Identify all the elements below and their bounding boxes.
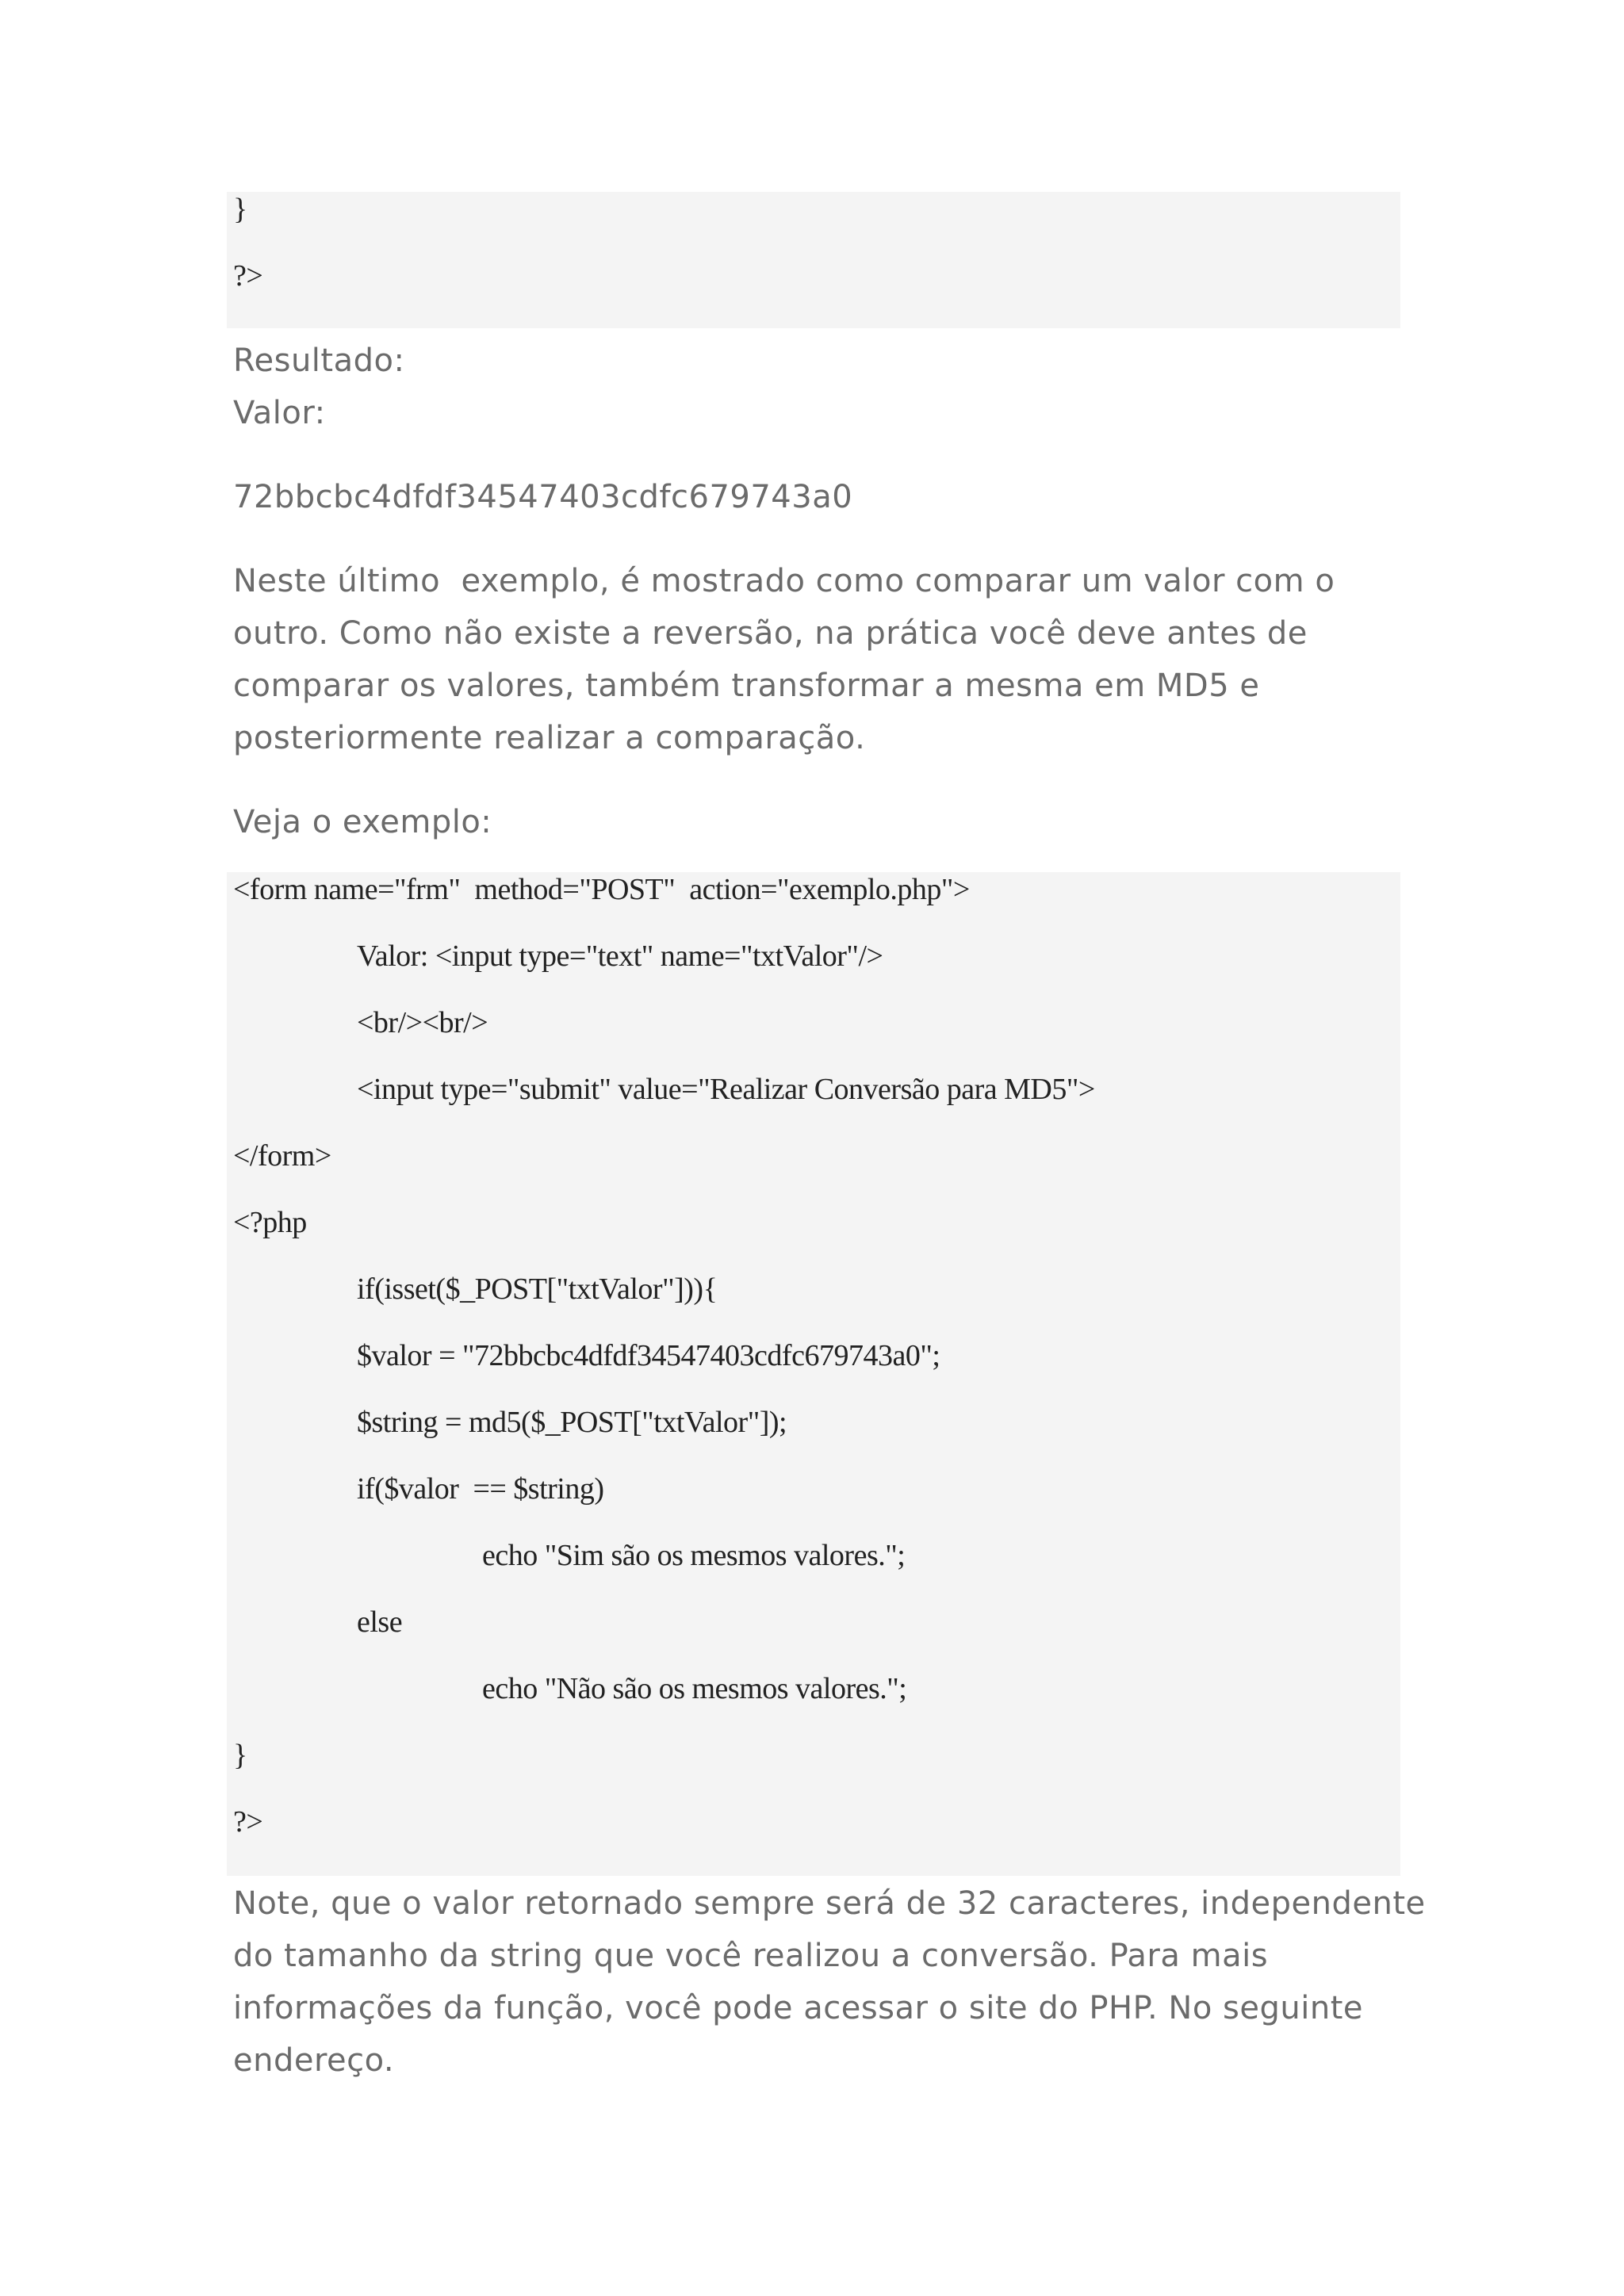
paragraph-line: outro. Como não existe a reversão, na prática você deve antes de [233,615,1308,652]
code-line: else [357,1605,403,1639]
code-line: $valor = "72bbcbc4dfdf34547403cdfc679743a0"; [357,1339,940,1372]
code-line: ?> [233,259,263,293]
paragraph-line: endereço. [233,2042,395,2079]
code-line: Valor: <input type="text" name="txtValor"/> [357,939,883,973]
paragraph-line: do tamanho da string que você realizou a conversão. Para mais [233,1938,1269,1974]
code-line: <input type="submit" value="Realizar Conversão para MD5"> [357,1073,1095,1106]
code-block-top [227,192,1400,328]
code-line: <form name="frm" method="POST" action="exemplo.php"> [233,873,970,906]
code-line: if(isset($_POST["txtValor"])){ [357,1272,718,1306]
result-label: Resultado: [233,342,405,379]
code-line: <?php [233,1206,307,1239]
code-line: <br/><br/> [357,1006,488,1039]
code-line: } [233,1739,247,1772]
code-line: ?> [233,1805,263,1839]
code-line: if($valor == $string) [357,1472,604,1506]
code-line: echo "Sim são os mesmos valores."; [482,1539,906,1572]
hash-value: 72bbcbc4dfdf34547403cdfc679743a0 [233,479,853,515]
code-line: } [233,193,247,226]
example-intro: Veja o exemplo: [233,804,492,840]
paragraph-line: informações da função, você pode acessar o site do PHP. No seguinte [233,1990,1363,2026]
paragraph-line: Neste último exemplo, é mostrado como comparar um valor com o [233,563,1335,599]
code-line: echo "Não são os mesmos valores."; [482,1672,907,1705]
value-label: Valor: [233,395,326,431]
code-block-example [227,872,1400,1876]
paragraph-line: Note, que o valor retornado sempre será de 32 caracteres, independente [233,1885,1426,1922]
paragraph-line: posteriormente realizar a comparação. [233,720,866,756]
code-line: </form> [233,1139,331,1173]
paragraph-line: comparar os valores, também transformar a mesma em MD5 e [233,668,1260,704]
code-line: $string = md5($_POST["txtValor"]); [357,1406,787,1439]
